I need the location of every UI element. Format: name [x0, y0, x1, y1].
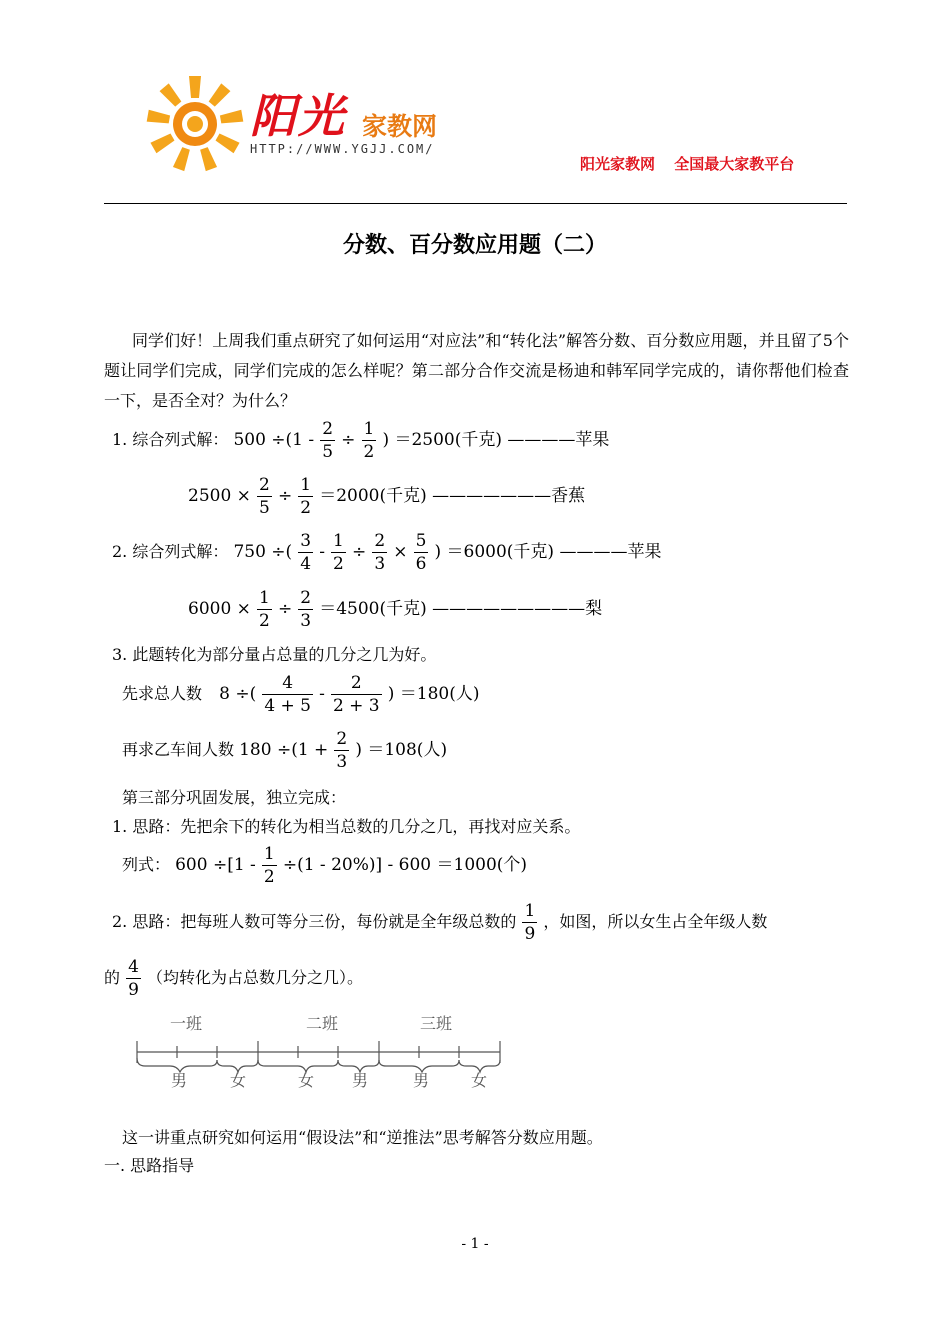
- q1-label: 1. 综合列式解：: [112, 430, 229, 449]
- class-diagram: [130, 1008, 510, 1093]
- fraction: $\frac{2}{5}$: [259, 475, 270, 518]
- p2-text-start: 2. 思路：把每班人数可等分三份，每份就是全年级总数的: [112, 912, 517, 931]
- q1-line: [112, 418, 609, 463]
- operator: ÷: [351, 542, 367, 562]
- logo-title: 阳光: [250, 89, 346, 143]
- p1-result: ÷(1 - 20%)] - 600 ＝1000(个): [282, 855, 528, 875]
- p2c-text-start: 的: [104, 968, 121, 987]
- sun-logo-icon: [140, 72, 250, 172]
- p1-label: 1. 思路：先把余下的转化为相当总数的几分之几，再找对应关系。: [112, 817, 581, 836]
- p2c-text-end: （均转化为占总数几分之几）。: [147, 968, 364, 987]
- operator: -: [319, 684, 325, 704]
- p1-formula-label: 列式：: [122, 855, 171, 874]
- logo-url: HTTP://WWW.YGJJ.COM/: [250, 142, 435, 156]
- site-logo: [140, 72, 485, 172]
- p2-text-end: ，如图，所以女生占全年级人数: [543, 912, 768, 931]
- operator: ÷: [341, 430, 356, 450]
- q2b-line: [188, 587, 602, 632]
- fraction: $\frac{2}{5}$: [322, 419, 334, 462]
- q1b-line: [188, 474, 585, 519]
- p2c-line: [104, 956, 363, 1001]
- p1-formula: [122, 843, 527, 888]
- q2-expr-start: 750 ÷(: [233, 542, 293, 562]
- q3a-label: 先求总人数: [122, 684, 203, 703]
- fraction: $\frac{2}{3}$: [336, 729, 348, 772]
- q2-line: [112, 530, 661, 575]
- page-number: - 1 -: [461, 1236, 489, 1252]
- fraction: $\frac{1}{2}$: [363, 419, 375, 462]
- part3-heading: 第三部分巩固发展，独立完成：: [122, 788, 347, 807]
- fraction: $\frac{1}{2}$: [300, 475, 312, 518]
- q2-label: 2. 综合列式解：: [112, 542, 229, 561]
- fraction: $\frac{4}{9}$: [128, 957, 139, 1000]
- q3a-result: ) ＝180(人): [387, 684, 480, 704]
- p1-expr-start: 600 ÷[1 -: [175, 855, 256, 875]
- diagram-group-label: 男: [171, 1071, 188, 1090]
- fraction: $\frac{1}{2}$: [263, 844, 275, 887]
- operator: ×: [393, 542, 408, 562]
- section-heading: 一. 思路指导: [104, 1156, 195, 1175]
- diagram-group-label: 男: [413, 1071, 430, 1090]
- fraction: $\frac{2}{3}$: [300, 588, 312, 631]
- fraction: $\frac{2}{2 + 3}$: [332, 673, 380, 716]
- q3a-line: [122, 672, 479, 717]
- q1-result: ) ＝2500(千克) ————苹果: [382, 430, 610, 450]
- fraction: $\frac{3}{4}$: [300, 531, 312, 574]
- fraction: $\frac{2}{3}$: [374, 531, 386, 574]
- page-title: 分数、百分数应用题（二）: [342, 233, 607, 258]
- diagram-group-label: 女: [471, 1071, 488, 1090]
- q1b-result: ＝2000(千克) ———————香蕉: [319, 486, 586, 506]
- p2-line: [112, 900, 767, 945]
- diagram-class-label: 二班: [306, 1014, 339, 1033]
- logo-subtitle: 家教网: [362, 112, 438, 141]
- diagram-group-label: 男: [352, 1071, 369, 1090]
- q3a-expr-start: 8 ÷(: [219, 684, 257, 704]
- fraction: $\frac{5}{6}$: [415, 531, 427, 574]
- outro-text: 这一讲重点研究如何运用“假设法”和“逆推法”思考解答分数应用题。: [122, 1128, 603, 1147]
- diagram-class-label: 三班: [420, 1014, 453, 1033]
- header-divider: [104, 203, 847, 204]
- header-tagline: 阳光家教网 全国最大家教平台: [580, 155, 795, 173]
- fraction: $\frac{1}{2}$: [259, 588, 270, 631]
- operator: ÷: [277, 599, 293, 619]
- q2b-result: ＝4500(千克) —————————梨: [319, 599, 603, 619]
- q3b-label: 再求乙车间人数: [122, 740, 235, 759]
- q3b-line: [122, 728, 447, 773]
- operator: -: [319, 542, 325, 562]
- q3b-expr-start: 180 ÷(1 +: [239, 740, 329, 760]
- q2b-expr-start: 6000 ×: [188, 599, 251, 619]
- fraction: $\frac{1}{2}$: [333, 531, 344, 574]
- operator: ÷: [277, 486, 293, 506]
- fraction: $\frac{1}{9}$: [524, 901, 536, 944]
- diagram-class-label: 一班: [170, 1014, 203, 1033]
- q2-result: ) ＝6000(千克) ————苹果: [434, 542, 662, 562]
- intro-paragraph: 同学们好！上周我们重点研究了如何运用“对应法”和“转化法”解答分数、百分数应用题，并且留了5个题让同学们完成，同学们完成的怎么样呢？第二部分合作交流是杨迪和韩军同学完成的，请你帮他们检查一下，是否全对？为什么？: [104, 331, 849, 410]
- q1b-expr-start: 2500 ×: [188, 486, 251, 506]
- q1-expr-start: 500 ÷(1 -: [233, 430, 315, 450]
- q3-label: 3. 此题转化为部分量占总量的几分之几为好。: [112, 645, 437, 664]
- q3b-result: ) ＝108(人): [355, 740, 448, 760]
- diagram-group-label: 女: [298, 1071, 315, 1090]
- diagram-group-label: 女: [230, 1071, 247, 1090]
- fraction: $\frac{4}{4 + 5}$: [264, 673, 311, 716]
